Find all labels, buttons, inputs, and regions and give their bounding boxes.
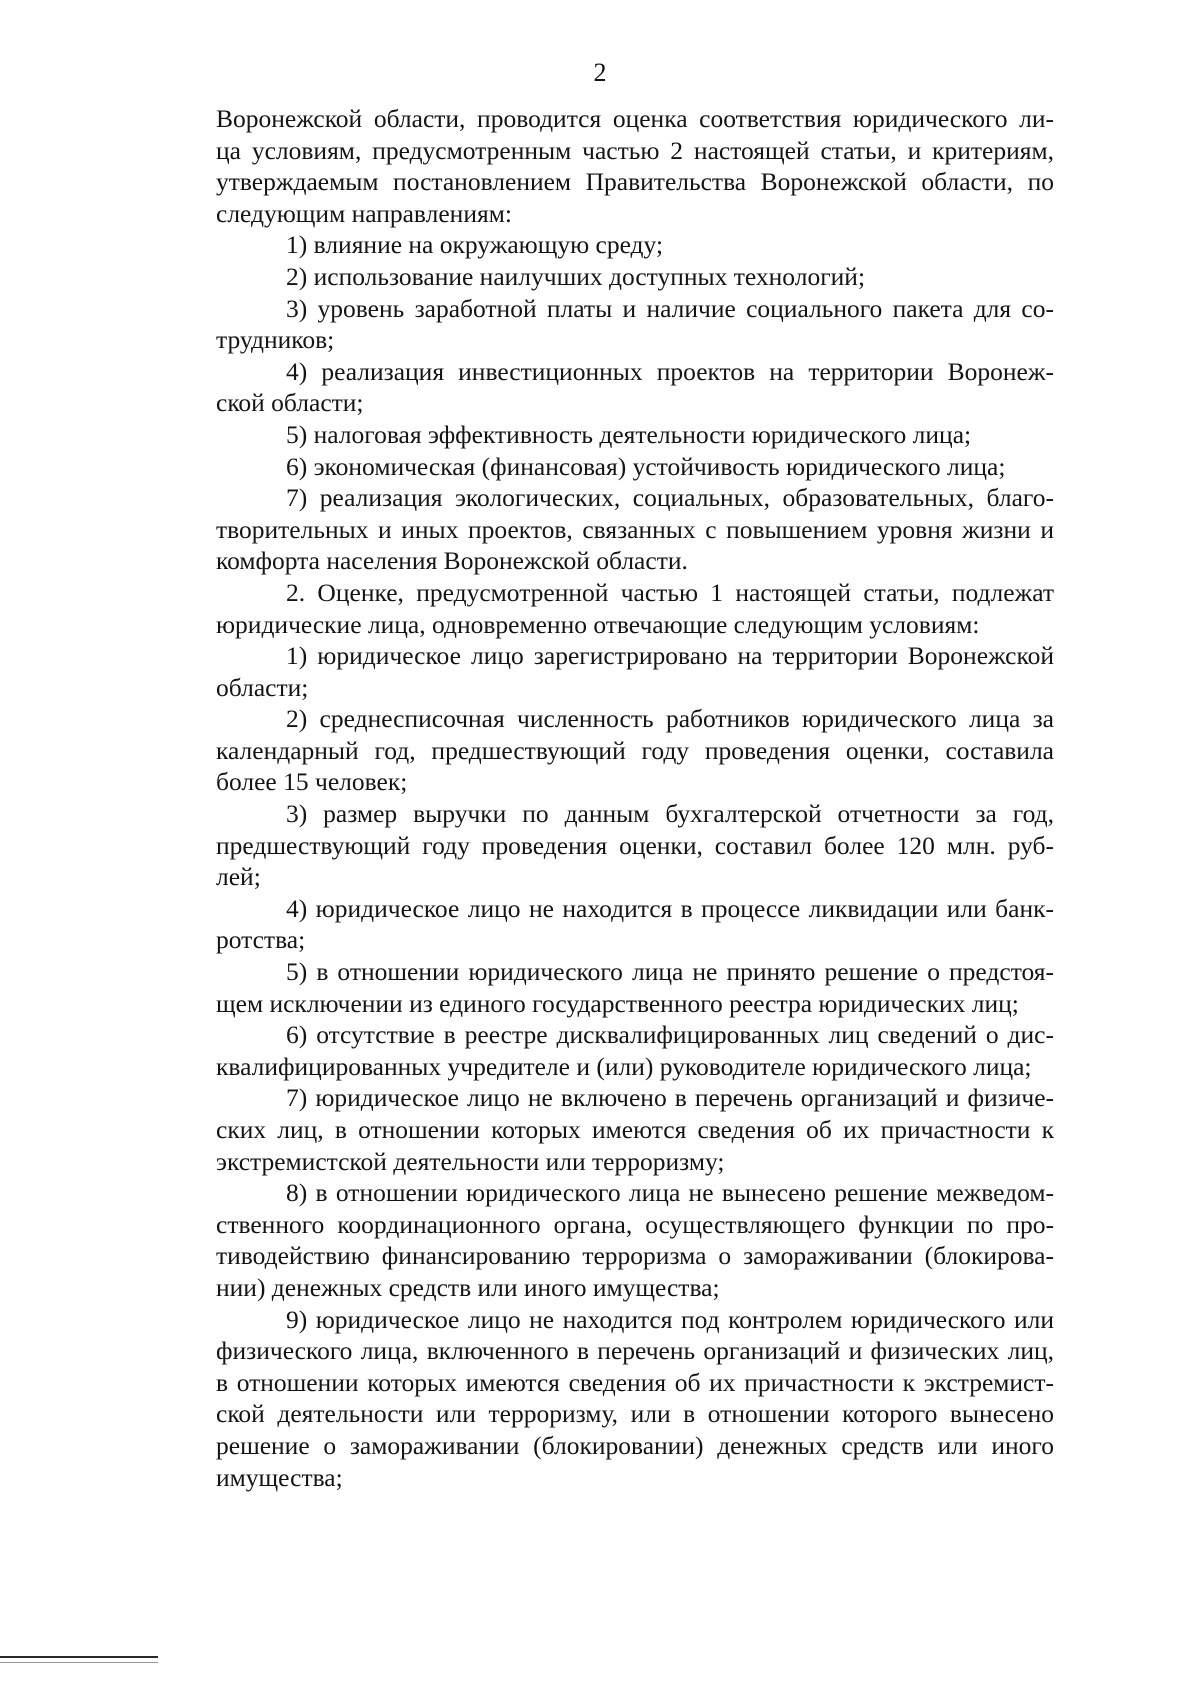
text-line: 7) юридическое лицо не включено в перечень организаций и физиче- [286,1083,1054,1113]
text-line: предшествующий году проведения оценки, составил более 120 млн. руб- [216,830,1054,860]
text-line: экстремистской деятельности или терроризму; [216,1146,725,1176]
text-line: 1) юридическое лицо зарегистрировано на территории Воронежской [286,641,1054,671]
text-line: щем исключении из единого государственного реестра юридических лиц; [216,988,1019,1018]
text-line: Воронежской области, проводится оценка соответствия юридического ли- [216,104,1054,133]
text-line: квалифицированных учредителе и (или) руководителе юридического лица; [216,1051,1032,1081]
text-line: 6) экономическая (финансовая) устойчивость юридического лица; [286,451,1006,481]
text-line: области; [216,672,309,702]
text-line: юридические лица, одновременно отвечающие следующим условиям: [216,609,980,639]
text-line: ской области; [216,388,364,418]
text-line: 2) среднесписочная численность работников юридического лица за [286,704,1054,734]
text-line: комфорта населения Воронежской области. [216,546,688,576]
text-line: ской деятельности или терроризму, или в отношении которого вынесено [216,1399,1054,1429]
text-line: 5) в отношении юридического лица не принято решение о предстоя- [286,957,1054,987]
text-line: ца условиям, предусмотренным частью 2 настоящей статьи, и критериям, [216,135,1054,165]
text-line: лей; [216,862,261,892]
text-line: 1) влияние на окружающую среду; [286,230,664,260]
text-line: 8) в отношении юридического лица не вынесено решение межведом- [286,1178,1054,1208]
text-line: нии) денежных средств или иного имущества; [216,1272,720,1302]
text-line: более 15 человек; [216,767,408,797]
text-line: 2) использование наилучших доступных технологий; [286,261,866,291]
text-line: физического лица, включенного в перечень организаций и физических лиц, [216,1336,1054,1366]
text-line: тиводействию финансированию терроризма о замораживании (блокирова- [216,1241,1054,1271]
text-line: 9) юридическое лицо не находится под контролем юридического или [286,1304,1054,1334]
text-line: 3) уровень заработной платы и наличие социального пакета для со- [286,293,1054,323]
text-line: ственного координационного органа, осуществляющего функции по про- [216,1209,1054,1239]
text-line: 5) налоговая эффективность деятельности юридического лица; [286,419,972,449]
text-line: 2. Оценке, предусмотренной частью 1 настоящей статьи, подлежат [286,577,1054,607]
text-line: решение о замораживании (блокировании) денежных средств или иного [216,1430,1054,1460]
text-line: творительных и иных проектов, связанных с повышением уровня жизни и [216,514,1054,544]
text-line: 3) размер выручки по данным бухгалтерской отчетности за год, [286,799,1054,829]
text-line: ротства; [216,925,306,955]
footer-rule-shadow [0,1662,158,1663]
text-line: 4) юридическое лицо не находится в процессе ликвидации или банк- [286,893,1054,923]
text-line: трудников; [216,325,335,355]
text-line: в отношении которых имеются сведения об их причастности к экстремист- [216,1367,1054,1397]
text-line: календарный год, предшествующий году проведения оценки, составила [216,735,1054,765]
text-line: 4) реализация инвестиционных проектов на территории Воронеж- [286,356,1054,386]
document-body [216,103,1054,1493]
footer-rule [0,1656,158,1658]
text-line: 6) отсутствие в реестре дисквалифицированных лиц сведений о дис- [286,1020,1054,1050]
text-line: следующим направлениям: [216,198,512,228]
text-line: имущества; [216,1462,343,1492]
text-line: 7) реализация экологических, социальных, образовательных, благо- [286,483,1054,513]
text-line: утверждаемым постановлением Правительства Воронежской области, по [216,167,1054,197]
page-number: 2 [593,58,607,87]
text-line: ских лиц, в отношении которых имеются сведения об их причастности к [216,1115,1054,1144]
